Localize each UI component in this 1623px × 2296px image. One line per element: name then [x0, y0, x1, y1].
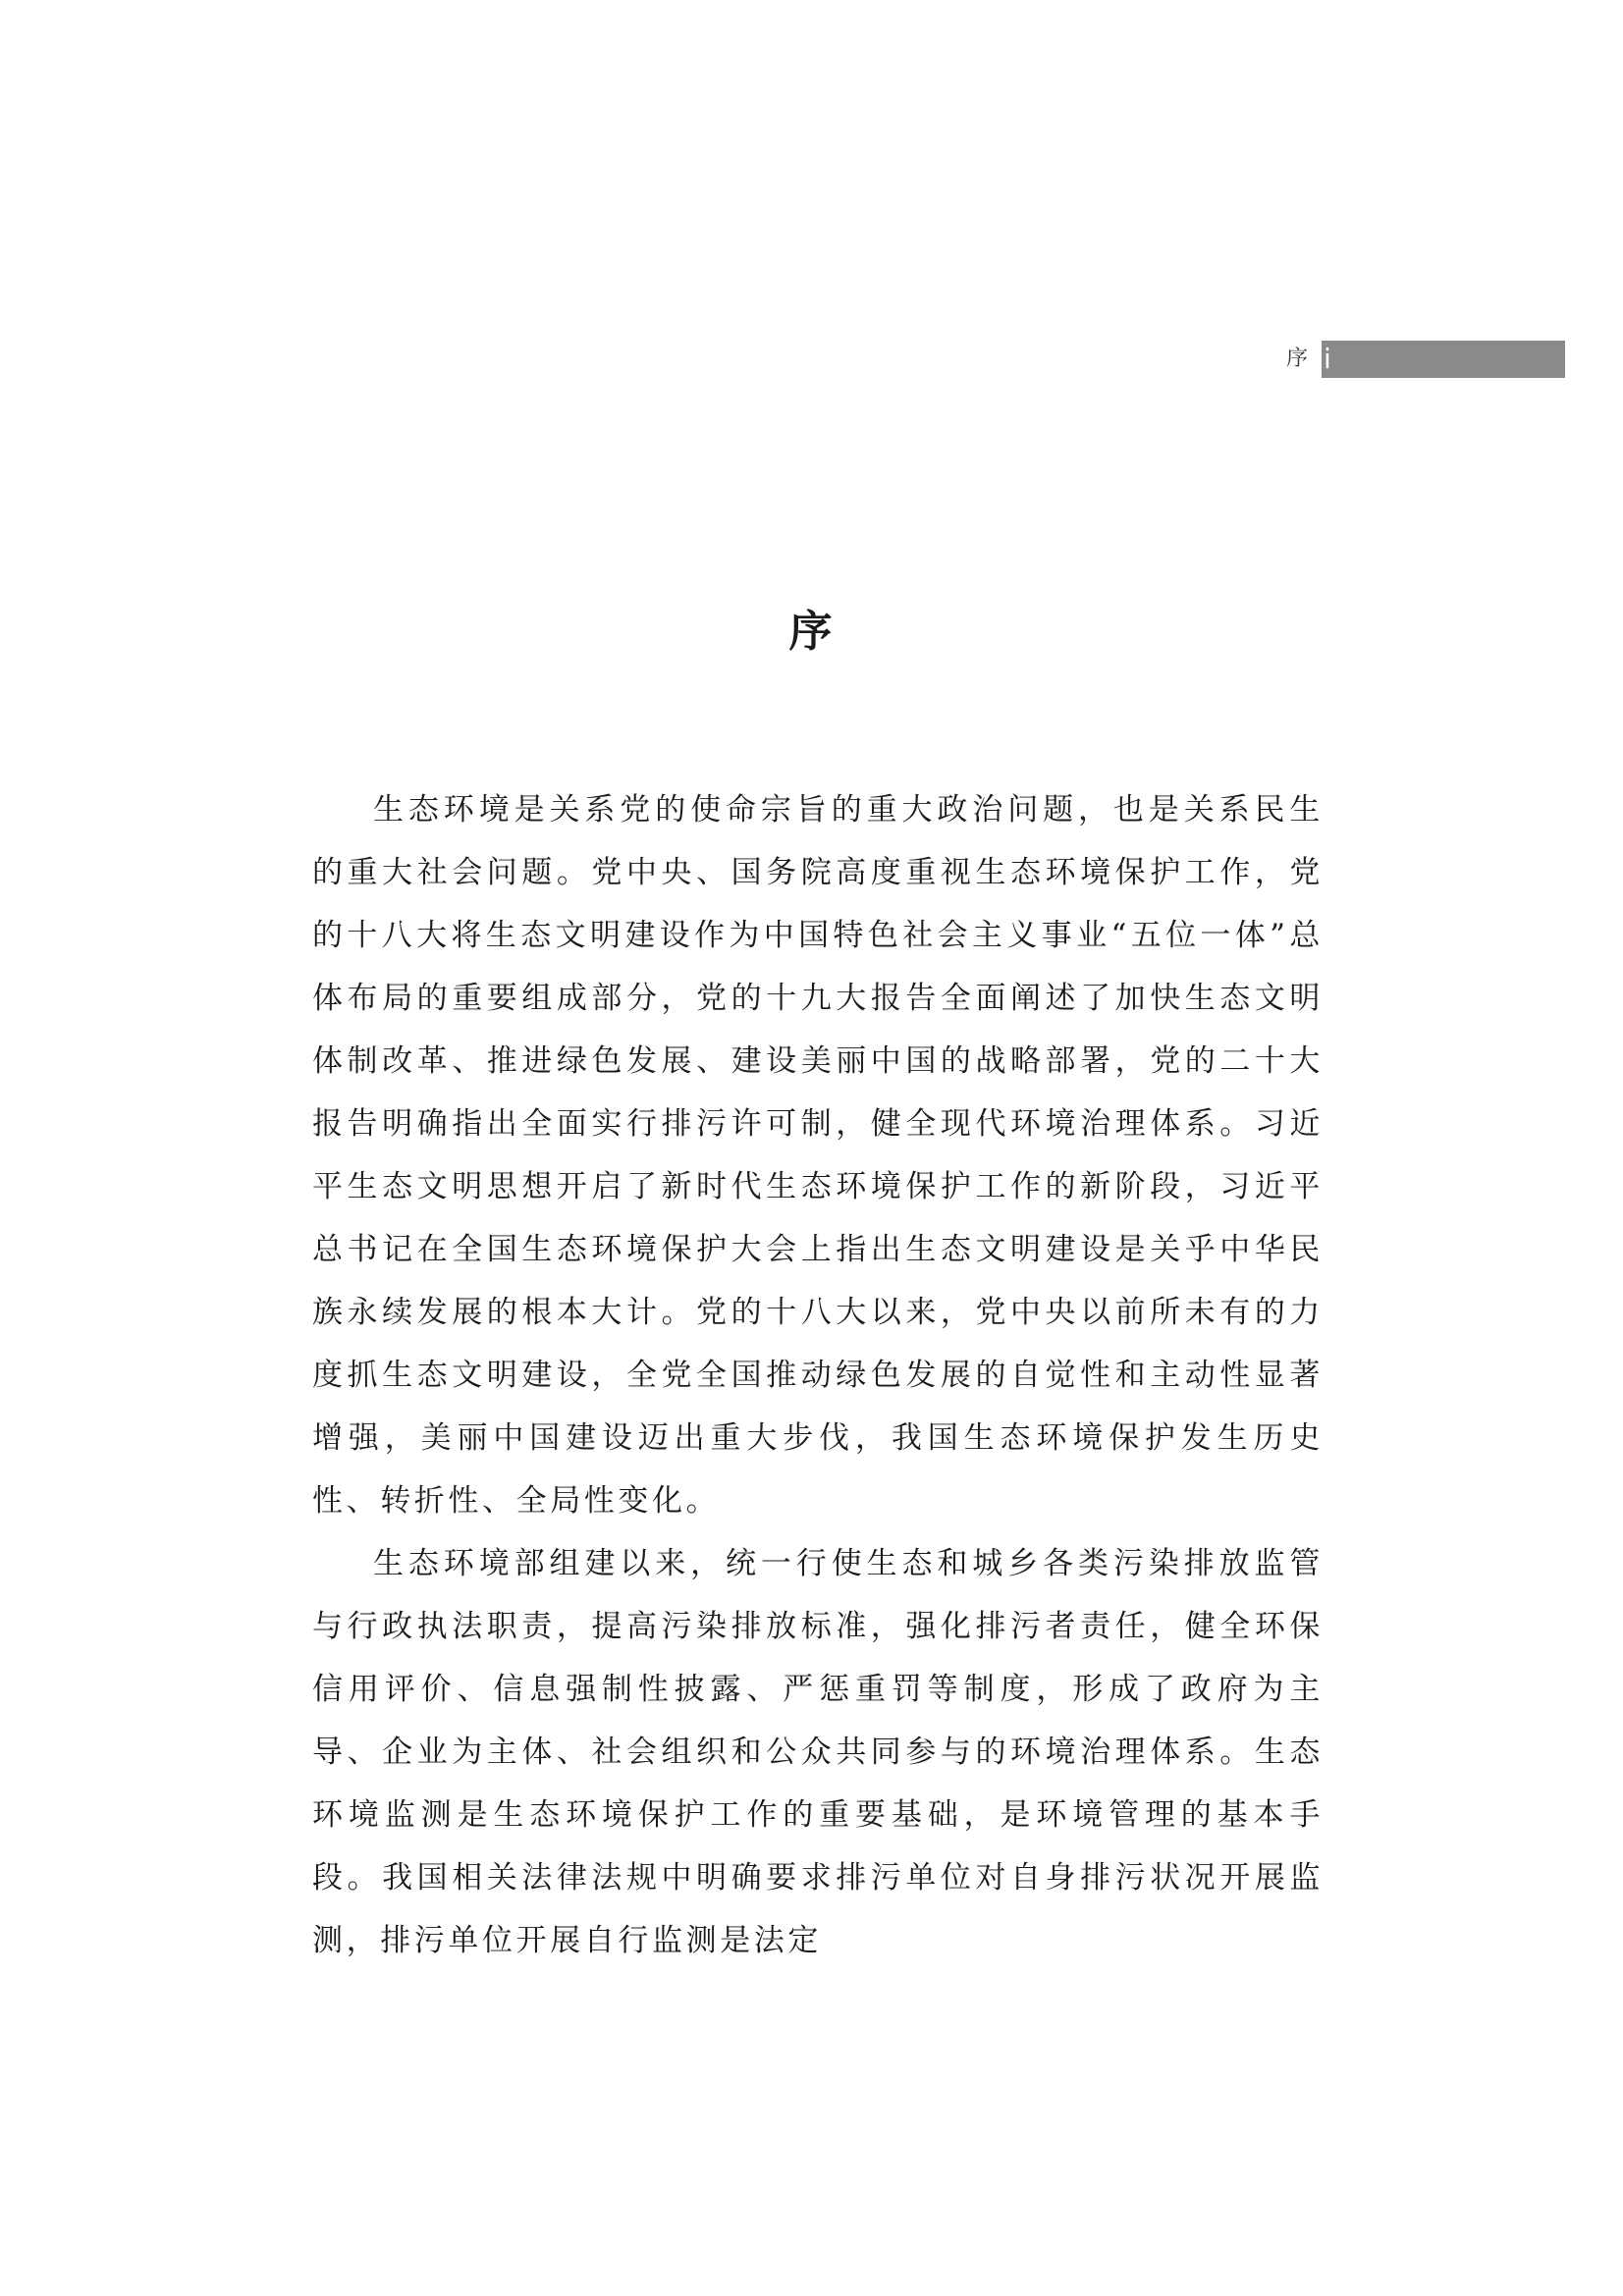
page-title: 序: [788, 607, 835, 658]
running-header-section-label: 序: [1286, 347, 1309, 371]
body-text: [312, 778, 1324, 1972]
running-header: [1286, 342, 1565, 377]
paragraph-2: 生态环境部组建以来，统一行使生态和城乡各类污染排放监管与行政执法职责，提高污染排放标准，强化排污者责任，健全环保信用评价、信息强制性披露、严惩重罚等制度，形成了政府为主导、企业为主体、社会组织和公众共同参与的环境治理体系。生态环境监测是生态环境保护工作的重要基础，是环境管理的基本手段。我国相关法律法规中明确要求排污单位对自身排污状况开展监测，排污单位开展自行监测是法定: [312, 1546, 1324, 1958]
page-number: i: [1324, 343, 1331, 375]
paragraph-1: 生态环境是关系党的使命宗旨的重大政治问题，也是关系民生的重大社会问题。党中央、国务院高度重视生态环境保护工作，党的十八大将生态文明建设作为中国特色社会主义事业“五位一体”总体布局的重要组成部分，党的十九大报告全面阐述了加快生态文明体制改革、推进绿色发展、建设美丽中国的战略部署，党的二十大报告明确指出全面实行排污许可制，健全现代环境治理体系。习近平生态文明思想开启了新时代生态环境保护工作的新阶段，习近平总书记在全国生态环境保护大会上指出生态文明建设是关乎中华民族永续发展的根本大计。党的十八大以来，党中央以前所未有的力度抓生态文明建设，全党全国推动绿色发展的自觉性和主动性显著增强，美丽中国建设迈出重大步伐，我国生态环境保护发生历史性、转折性、全局性变化。: [312, 792, 1324, 1519]
running-header-bar: [1320, 341, 1565, 378]
